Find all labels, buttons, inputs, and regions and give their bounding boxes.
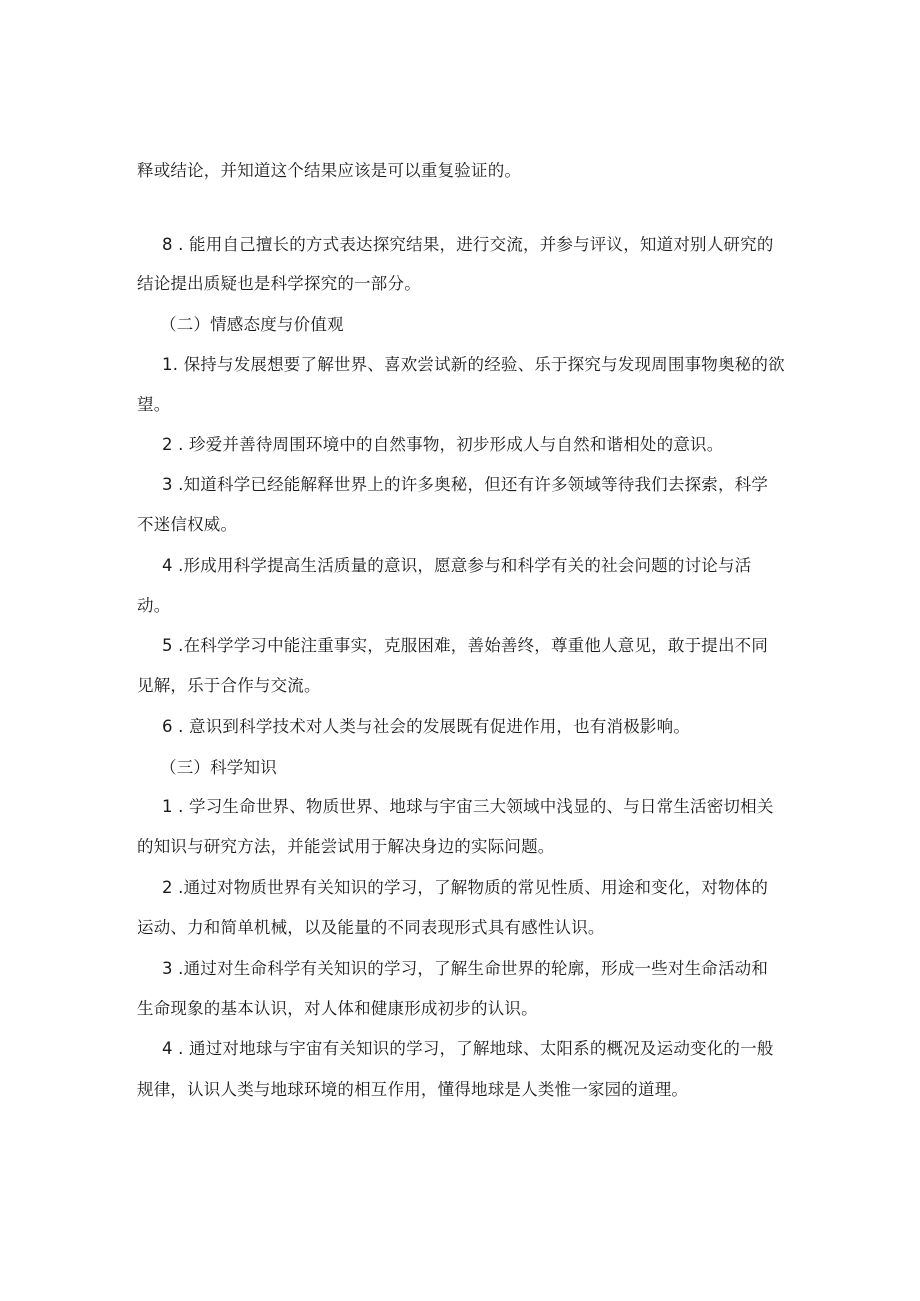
paragraph-line: 3 .知道科学已经能解释世界上的许多奥秘，但还有许多领域等待我们去探索，科学 — [162, 475, 769, 494]
paragraph-line: 运动、力和简单机械，以及能量的不同表现形式具有感性认识。 — [137, 918, 605, 937]
paragraph-line: 5 .在科学学习中能注重事实，克服困难，善始善终，尊重他人意见，敢于提出不同 — [162, 636, 769, 655]
paragraph-line: 4 . 通过对地球与宇宙有关知识的学习，了解地球、太阳系的概况及运动变化的一般 — [162, 1039, 774, 1058]
paragraph-line: 2 .通过对物质世界有关知识的学习，了解物质的常见性质、用途和变化，对物体的 — [162, 878, 769, 897]
paragraph-line: 1 . 学习生命世界、物质世界、地球与宇宙三大领域中浅显的、与日常生活密切相关 — [162, 797, 774, 816]
paragraph-line: 望。 — [137, 395, 171, 414]
paragraph-line: 结论提出质疑也是科学探究的一部分。 — [137, 274, 421, 293]
section-heading: （二）情感态度与价值观 — [160, 315, 344, 334]
paragraph-line: 见解，乐于合作与交流。 — [137, 676, 321, 695]
paragraph-line: 规律，认识人类与地球环境的相互作用，懂得地球是人类惟一家园的道理。 — [137, 1080, 689, 1099]
section-heading: （三）科学知识 — [160, 758, 277, 777]
paragraph-line: 8 . 能用自己擅长的方式表达探究结果，进行交流，并参与评议，知道对别人研究的 — [162, 235, 774, 254]
paragraph-line: 释或结论，并知道这个结果应该是可以重复验证的。 — [137, 161, 522, 180]
paragraph-line: 的知识与研究方法，并能尝试用于解决身边的实际问题。 — [137, 837, 555, 856]
paragraph-line: 动。 — [137, 596, 171, 615]
paragraph-line: 6 . 意识到科学技术对人类与社会的发展既有促进作用，也有消极影响。 — [162, 717, 691, 736]
paragraph-line: 4 .形成用科学提高生活质量的意识，愿意参与和科学有关的社会问题的讨论与活 — [162, 556, 752, 575]
paragraph-line: 1. 保持与发展想要了解世界、喜欢尝试新的经验、乐于探究与发现周围事物奥秘的欲 — [162, 355, 785, 374]
paragraph-line: 不迷信权威。 — [137, 515, 238, 534]
paragraph-line: 生命现象的基本认识，对人体和健康形成初步的认识。 — [137, 999, 538, 1018]
paragraph-line: 2 . 珍爱并善待周围环境中的自然事物，初步形成人与自然和谐相处的意识。 — [162, 435, 724, 454]
paragraph-line: 3 .通过对生命科学有关知识的学习，了解生命世界的轮廓，形成一些对生命活动和 — [162, 959, 769, 978]
